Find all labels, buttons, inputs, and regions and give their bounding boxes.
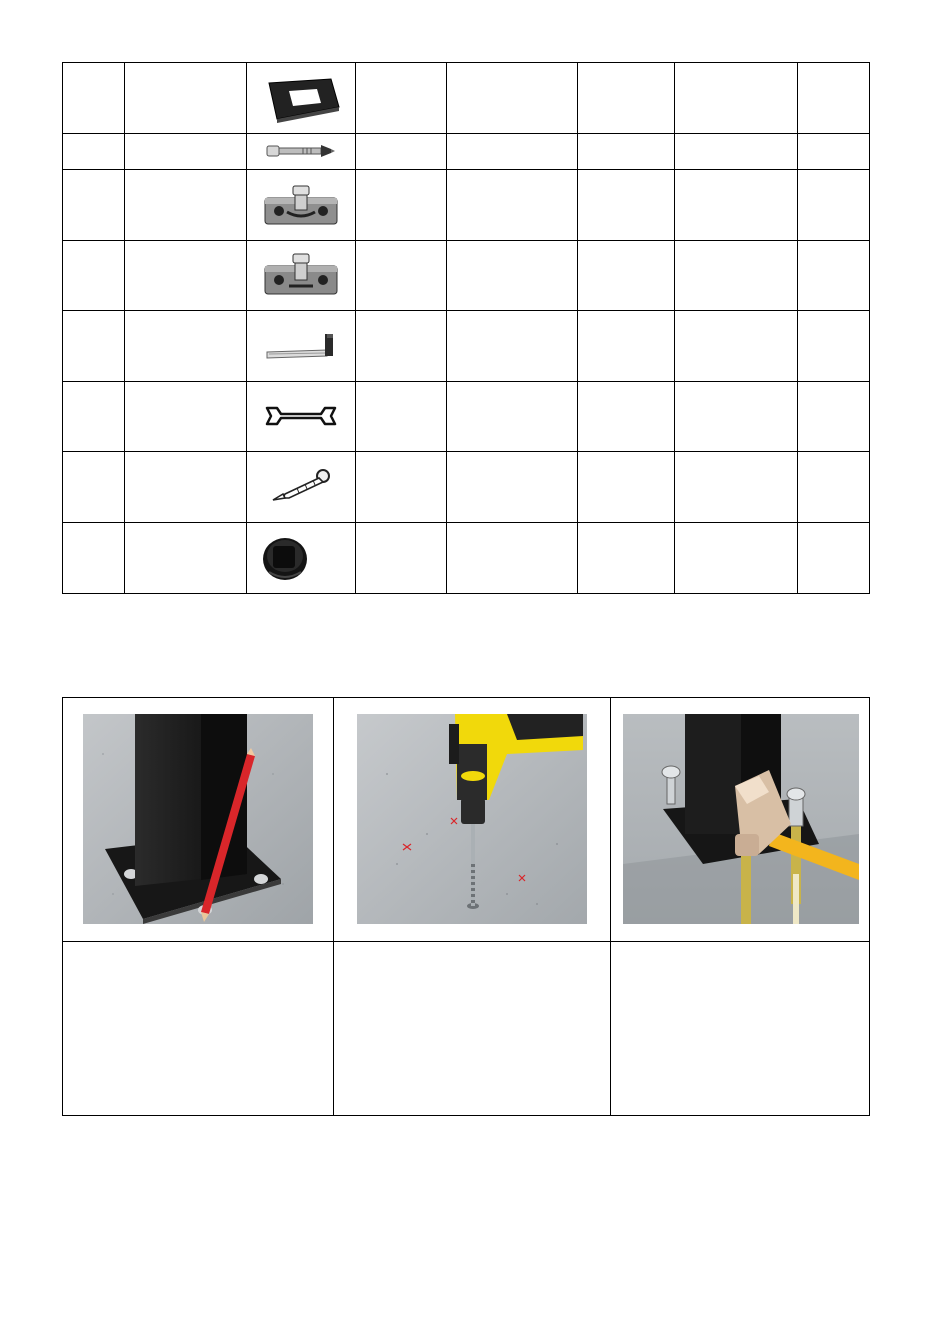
part-name — [124, 382, 246, 390]
base-plate-icon — [247, 63, 355, 134]
installation-steps-table — [62, 697, 870, 1116]
screw-icon — [247, 452, 355, 521]
table-row — [63, 452, 869, 523]
part-number — [63, 523, 124, 531]
table-row — [63, 134, 869, 170]
part-name — [124, 523, 246, 531]
part-quantity — [355, 170, 446, 178]
part-name — [124, 452, 246, 460]
part-quantity — [355, 452, 446, 460]
table-row — [63, 241, 869, 311]
bolt-icon — [247, 134, 355, 168]
allen-key-icon — [247, 311, 355, 380]
post-mark-holes-photo — [83, 714, 313, 924]
part-quantity — [355, 134, 446, 142]
part-name — [124, 170, 246, 178]
part-number — [63, 382, 124, 390]
part-number — [63, 452, 124, 460]
part-name — [124, 134, 246, 142]
parts-table — [62, 62, 870, 594]
part-number — [63, 311, 124, 319]
part-quantity — [355, 63, 446, 71]
column-divider — [333, 698, 334, 1115]
table-row — [63, 523, 869, 593]
bracket-icon — [247, 241, 355, 309]
part-number — [63, 241, 124, 249]
row-divider — [63, 941, 869, 942]
wrench-icon — [247, 382, 355, 450]
part-name — [124, 241, 246, 249]
table-row — [63, 311, 869, 382]
bracket-icon — [247, 170, 355, 239]
table-row — [63, 382, 869, 452]
part-name — [124, 311, 246, 319]
part-quantity — [355, 382, 446, 390]
drill-holes-photo — [357, 714, 587, 924]
part-number — [63, 63, 124, 71]
part-quantity — [355, 523, 446, 531]
part-quantity — [355, 311, 446, 319]
hammer-anchors-photo — [623, 714, 859, 924]
part-name — [124, 63, 246, 71]
part-quantity — [355, 241, 446, 249]
table-row — [63, 170, 869, 241]
part-number — [63, 170, 124, 178]
part-number — [63, 134, 124, 142]
end-cap-icon — [247, 523, 355, 593]
column-divider — [610, 698, 611, 1115]
table-row — [63, 63, 869, 134]
